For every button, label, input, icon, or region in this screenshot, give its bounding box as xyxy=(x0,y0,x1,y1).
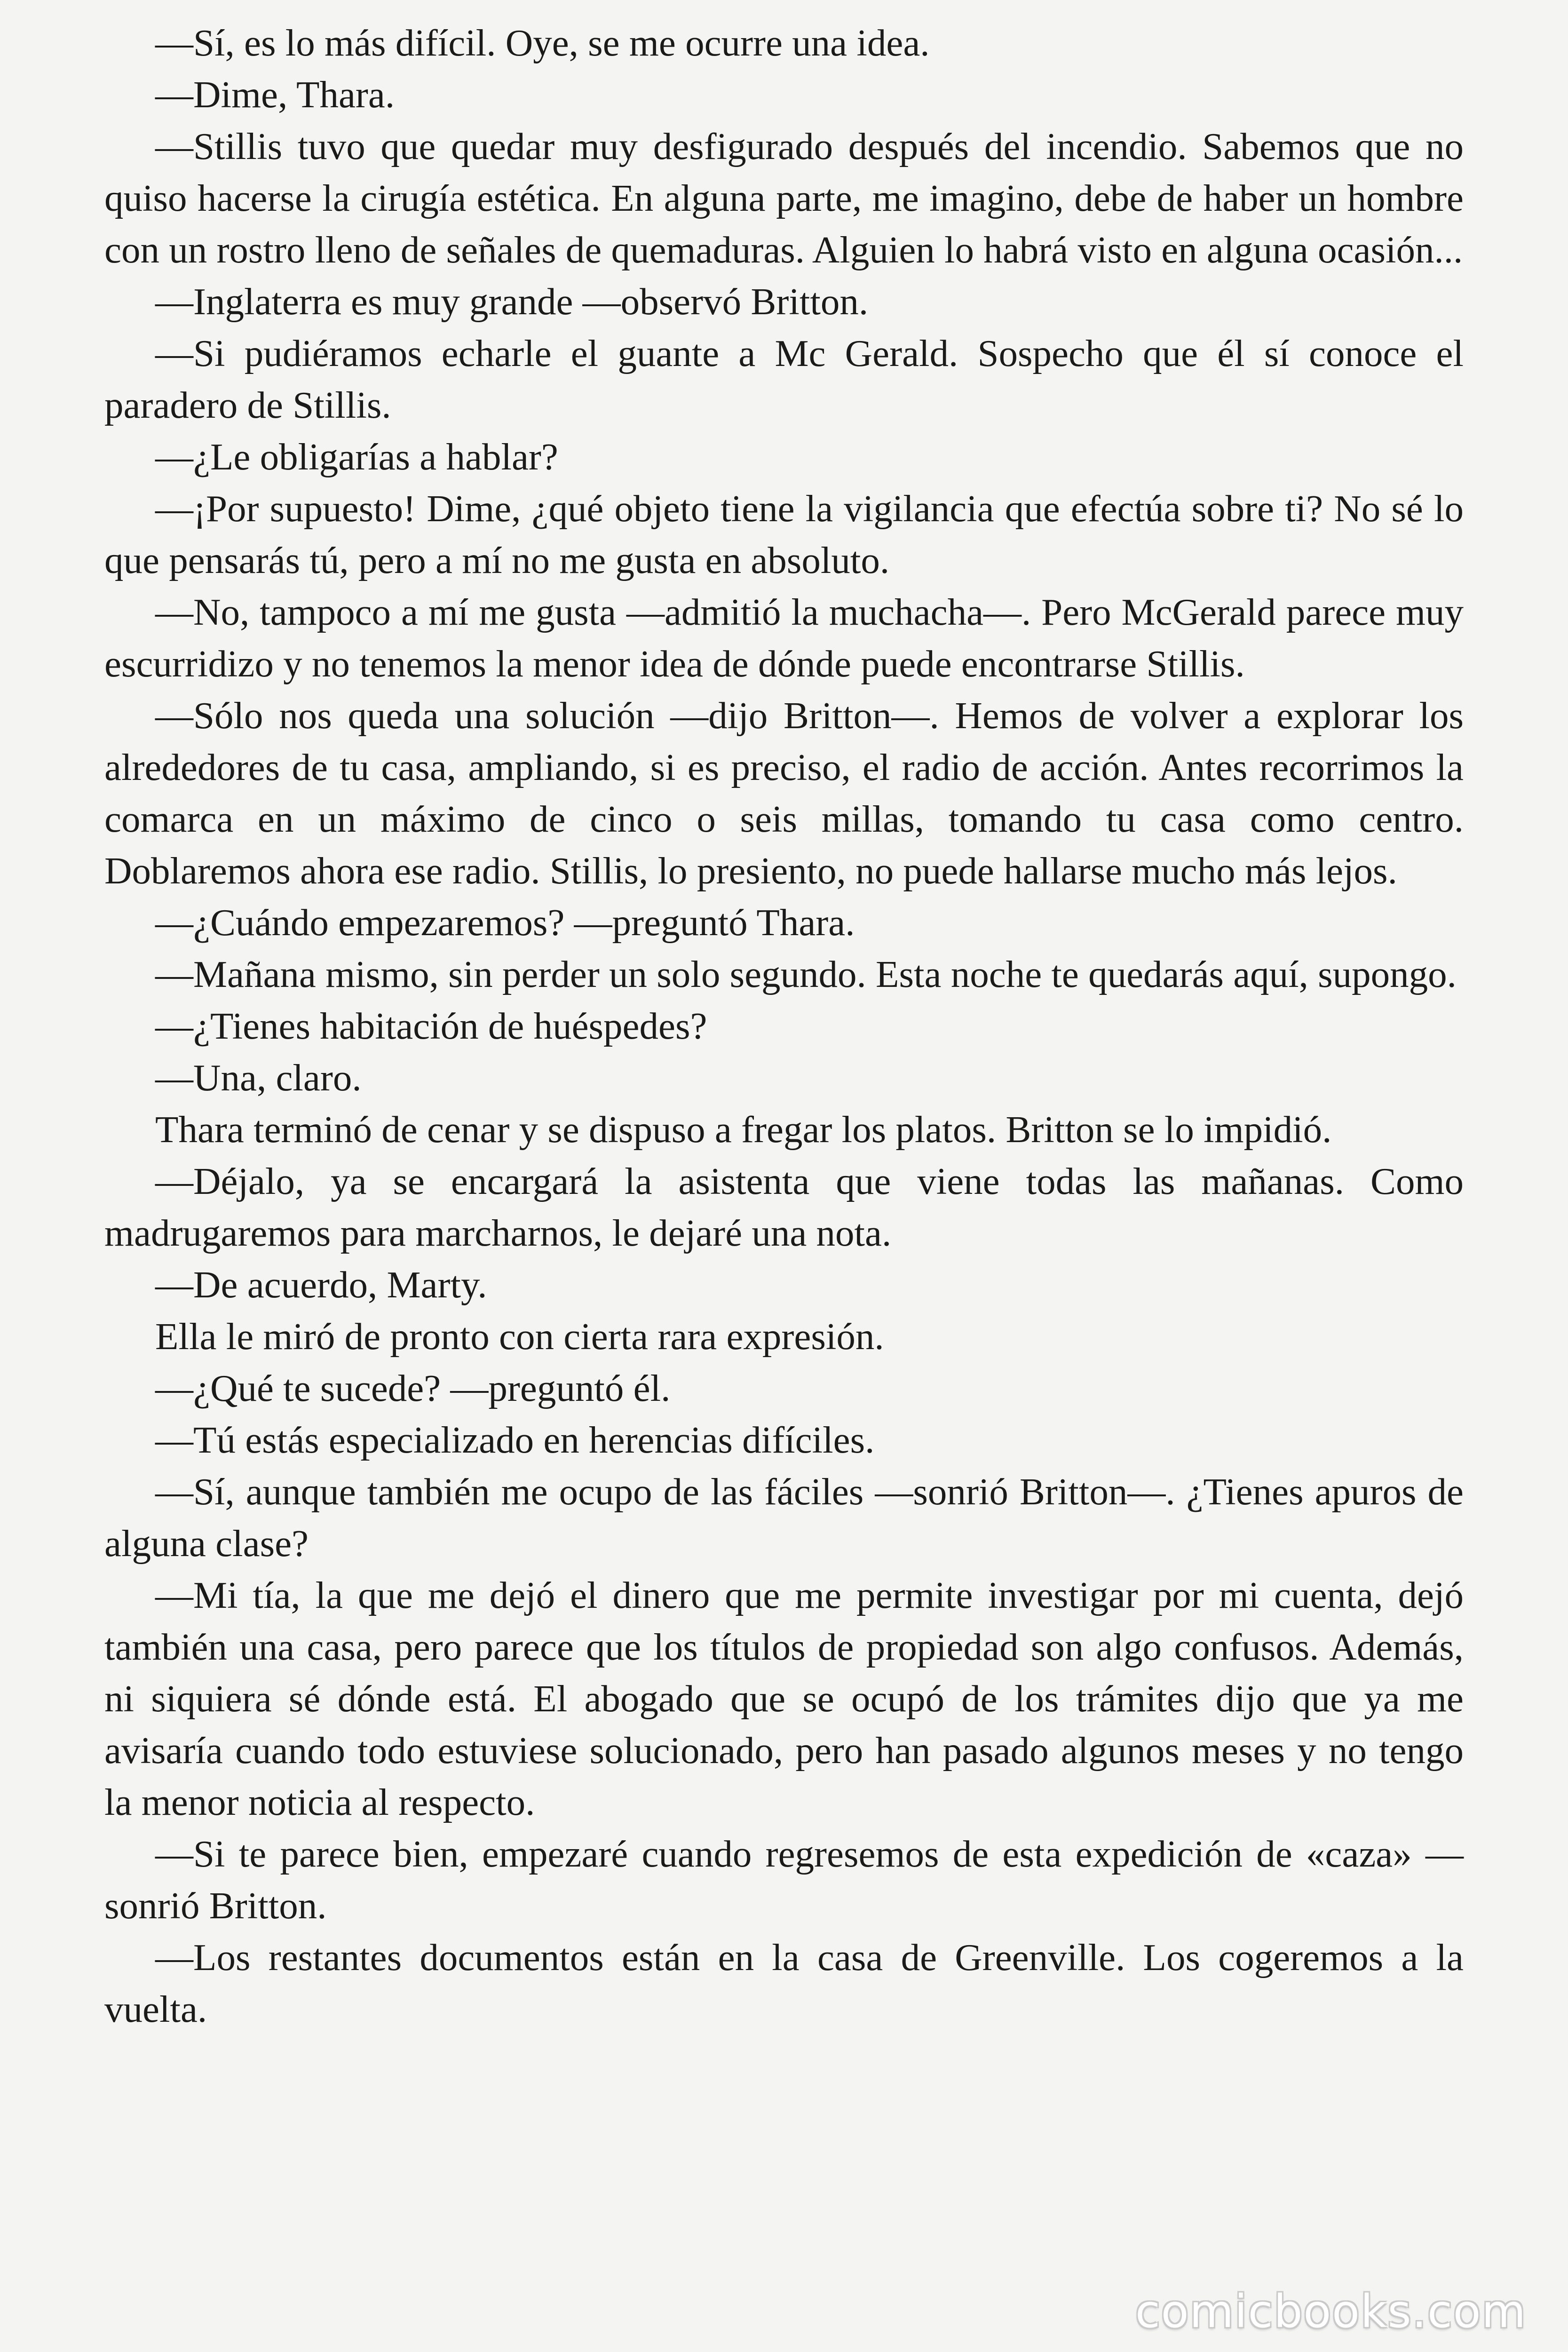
paragraph: —Mi tía, la que me dejó el dinero que me permite investigar por mi cuenta, dejó también una casa, pero parece que los títulos de propiedad son algo confusos. Además, ni siquiera sé dónde está. El abogado que se ocupó de los trámites dijo que ya me avisaría cuando todo estuviese solucionado, pero han pasado algunos meses y no tengo la menor noticia al respecto. xyxy=(104,1574,1464,1823)
paragraph: —Los restantes documentos están en la casa de Greenville. Los cogeremos a la vuelta. xyxy=(104,1936,1464,2030)
paragraph: —Sólo nos queda una solución —dijo Britton—. Hemos de volver a explorar los alrededores de tu casa, ampliando, si es preciso, el radio de acción. Antes recorrimos la comarca en un máximo de cinco o seis millas, tomando tu casa como centro. Doblaremos ahora ese radio. Stillis, lo presiento, no puede hallarse mucho más lejos. xyxy=(104,694,1464,892)
paragraph: —Si pudiéramos echarle el guante a Mc Gerald. Sospecho que él sí conoce el paradero de Stillis. xyxy=(104,332,1464,426)
paragraph: —Sí, aunque también me ocupo de las fáciles —sonrió Britton—. ¿Tienes apuros de alguna clase? xyxy=(104,1470,1464,1565)
watermark: comicbooks.com xyxy=(1135,2285,1527,2338)
paragraph: —De acuerdo, Marty. xyxy=(155,1263,487,1306)
paragraph: —¿Le obligarías a hablar? xyxy=(155,436,558,478)
paragraph: —Si te parece bien, empezaré cuando regresemos de esta expedición de «caza» —sonrió Britton. xyxy=(104,1833,1464,1927)
paragraph: —Mañana mismo, sin perder un solo segundo. Esta noche te quedarás aquí, supongo. xyxy=(155,953,1457,995)
paragraph: —Inglaterra es muy grande —observó Britton. xyxy=(155,280,869,323)
page-text xyxy=(104,17,1464,2035)
paragraph: —Sí, es lo más difícil. Oye, se me ocurre una idea. xyxy=(155,22,930,64)
paragraph: —Déjalo, ya se encargará la asistenta que viene todas las mañanas. Como madrugaremos para marcharnos, le dejaré una nota. xyxy=(104,1160,1464,1254)
paragraph: —Una, claro. xyxy=(155,1057,362,1099)
paragraph: —¿Cuándo empezaremos? —preguntó Thara. xyxy=(155,901,855,944)
paragraph: —¿Tienes habitación de huéspedes? xyxy=(155,1005,707,1047)
paragraph: Thara terminó de cenar y se dispuso a fregar los platos. Britton se lo impidió. xyxy=(155,1108,1332,1151)
paragraph: —¿Qué te sucede? —preguntó él. xyxy=(155,1367,671,1409)
paragraph: Ella le miró de pronto con cierta rara expresión. xyxy=(155,1315,884,1358)
paragraph: —Stillis tuvo que quedar muy desfigurado después del incendio. Sabemos que no quiso hacerse la cirugía estética. En alguna parte, me imagino, debe de haber un hombre con un rostro lleno de señales de quemaduras. Alguien lo habrá visto en alguna ocasión... xyxy=(104,125,1464,271)
paragraph: —Tú estás especializado en herencias difíciles. xyxy=(155,1419,875,1461)
paragraph: —Dime, Thara. xyxy=(155,73,395,116)
paragraph: —No, tampoco a mí me gusta —admitió la muchacha—. Pero McGerald parece muy escurridizo y no tenemos la menor idea de dónde puede encontrarse Stillis. xyxy=(104,591,1464,685)
paragraph: —¡Por supuesto! Dime, ¿qué objeto tiene la vigilancia que efectúa sobre ti? No sé lo que pensarás tú, pero a mí no me gusta en absoluto. xyxy=(104,487,1464,581)
